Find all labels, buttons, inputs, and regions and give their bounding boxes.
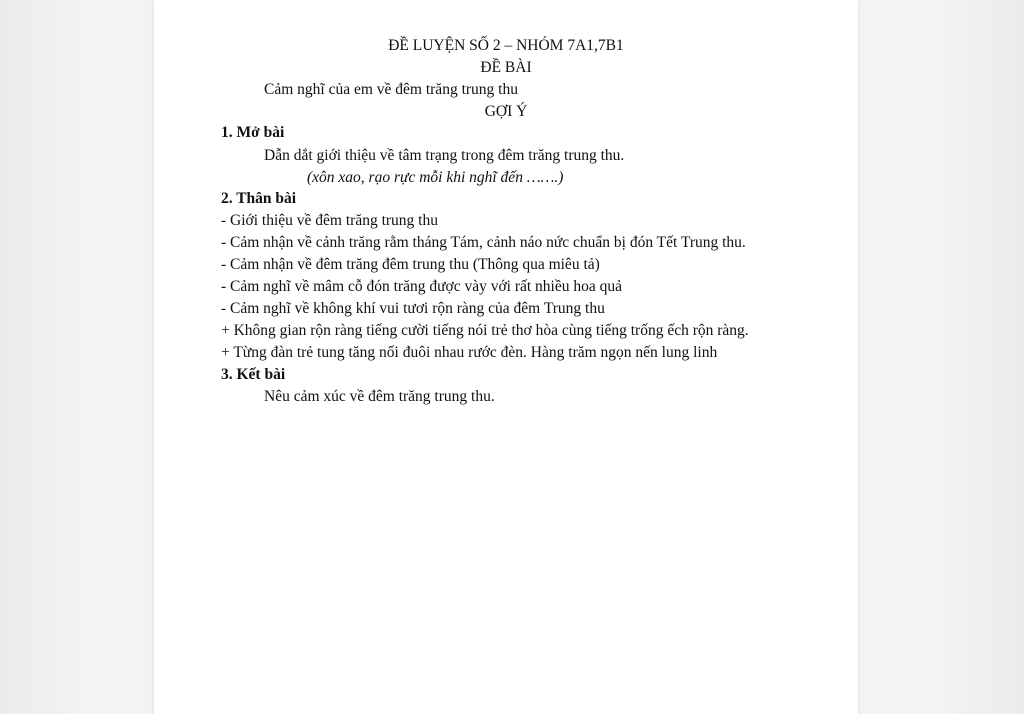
essay-prompt: Cảm nghĩ của em về đêm trăng trung thu: [264, 81, 518, 98]
section-line: - Cảm nhận về đêm trăng đêm trung thu (Thông qua miêu tả): [221, 256, 600, 273]
section-line: Dẫn dắt giới thiệu về tâm trạng trong đêm trăng trung thu.: [264, 147, 625, 164]
section-line: - Giới thiệu về đêm trăng trung thu: [221, 212, 438, 229]
section-line: - Cảm nghĩ về mâm cỗ đón trăng được vày với rất nhiều hoa quả: [221, 278, 622, 295]
section-line-note: (xôn xao, rạo rực mỗi khi nghĩ đến …….): [307, 169, 564, 186]
section-line: + Không gian rộn ràng tiếng cười tiếng nói trẻ thơ hòa cùng tiếng trống ếch rộn ràng.: [221, 322, 749, 339]
section-line: + Từng đàn trẻ tung tăng nối đuôi nhau rước đèn. Hàng trăm ngọn nến lung linh: [221, 344, 718, 361]
section-line: - Cảm nghĩ về không khí vui tươi rộn ràng của đêm Trung thu: [221, 300, 605, 317]
section-line: Nêu cảm xúc về đêm trăng trung thu.: [264, 388, 495, 405]
document-subtitle: ĐỀ BÀI: [480, 59, 532, 76]
section-heading-intro: 1. Mở bài: [221, 124, 285, 141]
section-heading-conclusion: 3. Kết bài: [221, 366, 286, 383]
document-page: [154, 0, 858, 714]
section-line: - Cảm nhận về cảnh trăng rằm tháng Tám, cảnh náo nức chuẩn bị đón Tết Trung thu.: [221, 234, 746, 251]
section-heading-body: 2. Thân bài: [221, 190, 297, 207]
hint-heading: GỢI Ý: [484, 103, 528, 120]
document-title: ĐỀ LUYỆN SỐ 2 – NHÓM 7A1,7B1: [388, 37, 624, 54]
